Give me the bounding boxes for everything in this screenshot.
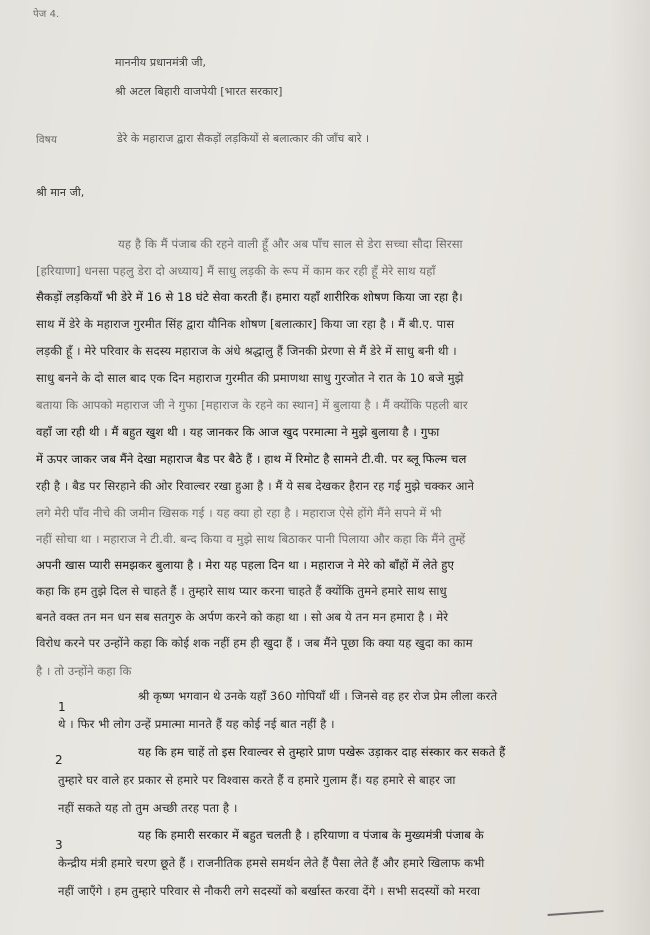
body-line: यह है कि मैं पंजाब की रहने वाली हूँ और अब पाँच साल से डेरा सच्चा सौदा सिरसा [118,237,463,251]
point-line: यह कि हम चाहें तो इस रिवाल्वर से तुम्हारे प्राण पखेरू उड़ाकर दाह संस्कार कर सकते हैं [138,745,506,759]
body-line: नहीं सोचा था । महाराज ने टी.वी. बन्द किया व मुझे साथ बिठाकर पानी पिलाया और कहा कि मैंने तुम्हें [36,532,466,546]
body-line: सैकड़ों लड़कियाँ भी डेरे में 16 से 18 घंटे सेवा करती हैं। हमारा यहाँ शारीरिक शोषण किया जा रहा है। [36,290,463,304]
body-line: बनते वक्त तन मन धन सब सतगुरु के अर्पण करने को कहा था । सो अब ये तन मन हमारा है । मेरे [36,610,449,624]
point-line: नहीं जाएँगे । हम तुम्हारे परिवार से नौकरी लगे सदस्यों को बर्खास्त करवा देंगे । सभी सदस्यों को मरवा [58,884,481,898]
ink-mark [548,910,605,928]
body-line: कहा कि हम तुझे दिल से चाहते हैं । तुम्हारे साथ प्यार करना चाहते हैं क्योंकि तुमने हमारे साथ साधु [36,584,447,598]
salutation: श्री मान जी, [36,186,85,199]
page-number: पेज 4. [33,9,60,20]
point-line: यह कि हमारी सरकार में बहुत चलती है । हरियाणा व पंजाब के मुख्यमंत्री पंजाब के [138,828,484,842]
body-line: [हरियाणा] धनसा पहलु डेरा दो अध्याय] मैं साधु लड़की के रूप में काम कर रही हूँ मेरे साथ यहाँ [36,264,436,278]
subject-label: विषय [36,134,58,146]
point-number: 2 [55,753,63,767]
point-number: 3 [55,838,63,852]
point-line: तुम्हारे घर वाले हर प्रकार से हमारे पर विश्वास करते हैं व हमारे गुलाम हैं। यह हमारे से बाहर जा [58,773,456,787]
body-line: बताया कि आपको महाराज जी ने गुफा [महाराज के रहने का स्थान] में बुलाया है । मैं क्योंकि पहली बार [36,398,468,412]
point-line: श्री कृष्ण भगवान थे उनके यहाँ 360 गोपियाँ थीं । जिनसे वह हर रोज प्रेम लीला करते [138,689,498,703]
point-line: नहीं सकते यह तो तुम अच्छी तरह पता है । [58,801,238,815]
body-line: विरोध करने पर उन्होंने कहा कि कोई शक नहीं हम ही खुदा हैं । जब मैंने पूछा कि क्या यह खुदा का काम [36,636,473,650]
point-line: केन्द्रीय मंत्री हमारे चरण छूते हैं । राजनीतिक हमसे समर्थन लेते हैं पैसा लेते हैं और हमारे खिलाफ कभी [58,856,485,870]
body-line: लगे मेरी पाँव नीचे की जमीन खिसक गई । यह क्या हो रहा है । महाराज ऐसे होंगे मैंने सपने में भी [36,506,442,520]
addressee-line-1: माननीय प्रधानमंत्री जी, [115,56,207,69]
addressee-line-2: श्री अटल बिहारी वाजपेयी [भारत सरकार] [115,85,283,98]
body-line: है । तो उन्होंने कहा कि [36,664,132,678]
point-line: थे । फिर भी लोग उन्हें प्रमात्मा मानते हैं यह कोई नई बात नहीं है । [58,717,335,731]
body-line: रही है । बैड पर सिरहाने की ओर रिवाल्वर रखा हुआ है । मैं ये सब देखकर हैरान रह गई मुझे चक्कर आने [36,479,475,493]
body-line: अपनी खास प्यारी समझकर बुलाया है । मेरा यह पहला दिन था । महाराज ने मेरे को बाँहों में लेते हुए [36,558,454,572]
subject-text: डेरे के महाराज द्वारा सैकड़ों लड़कियों से बलात्कार की जाँच बारे । [117,132,370,145]
body-line: लड़की हूँ । मेरे परिवार के सदस्य महाराज के अंधे श्रद्धालु हैं जिनकी प्रेरणा से मैं डेरे में साधु बनी थी । [36,344,457,358]
body-line: साधु बनने के दो साल बाद एक दिन महाराज गुरमीत की प्रमाणथा साधु गुरजोत ने रात के 10 बजे मुझे [36,371,464,385]
body-line: साथ में डेरे के महाराज गुरमीत सिंह द्वारा यौनिक शोषण [बलात्कार] किया जा रहा है । मैं बी.ए. पास [36,317,455,331]
body-line: वहाँ जा रही थी । मैं बहुत खुश थी । यह जानकर कि आज खुद परमात्मा ने मुझे बुलाया है । गुफा [36,425,440,439]
body-line: में ऊपर जाकर जब मैंने देखा महाराज बैड पर बैठे हैं । हाथ में रिमोट है सामने टी.वी. पर ब्लू फिल्म चल [36,452,467,466]
point-number: 1 [58,700,66,714]
page-shadow [610,0,650,935]
